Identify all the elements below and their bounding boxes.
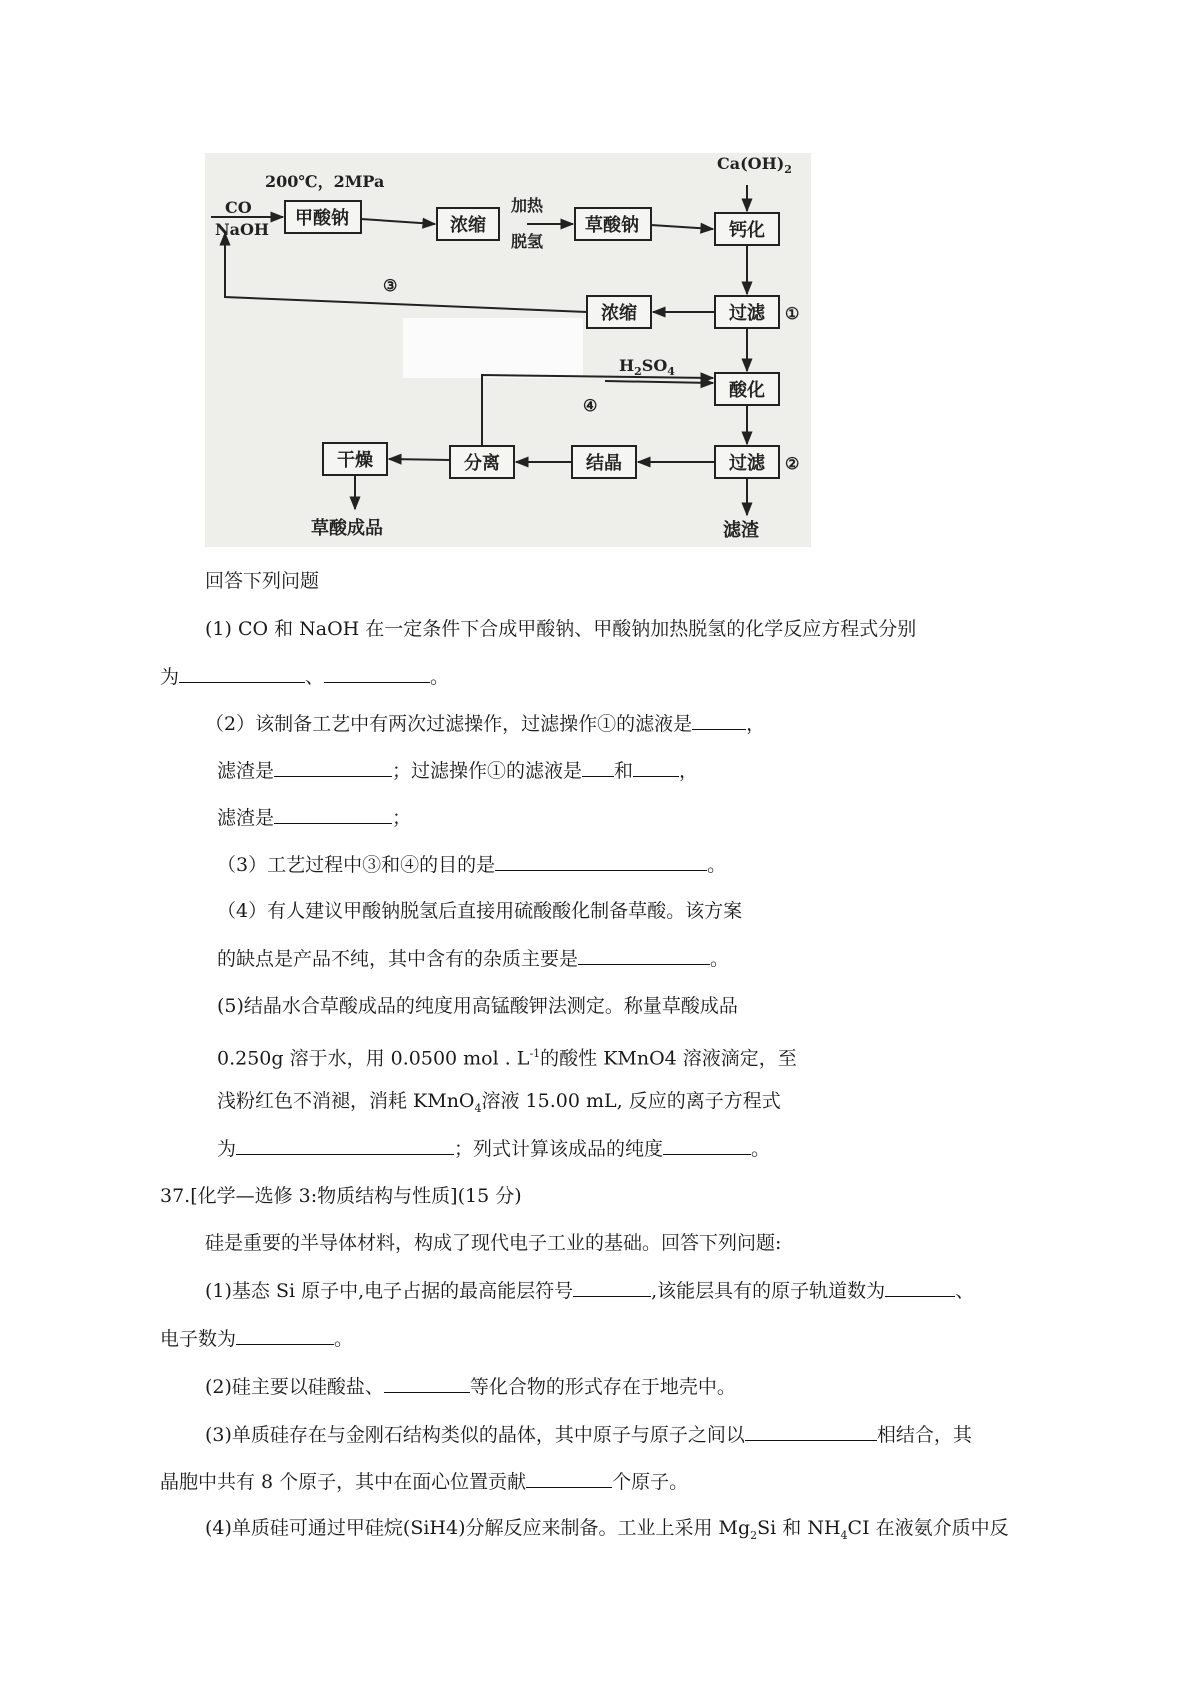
s37-q1-blank-3[interactable]	[236, 1324, 334, 1345]
s37-q3-line-2: 晶胞中共有 8 个原子，其中在面心位置贡献 个原子。	[160, 1467, 688, 1496]
s37-q1-blank-1[interactable]	[573, 1276, 651, 1297]
s37-q3-blank-1[interactable]	[745, 1420, 877, 1441]
box-sodium-formate: 甲酸钠	[295, 208, 349, 229]
q1-blank-1[interactable]	[179, 662, 305, 683]
box-calcification: 钙化	[729, 220, 765, 241]
q2-blank-5[interactable]	[274, 803, 392, 824]
q4-blank[interactable]	[578, 944, 710, 965]
process-flowchart	[205, 153, 811, 547]
q3-line: （3）工艺过程中③和④的目的是 。	[217, 850, 726, 879]
flowchart-svg	[205, 153, 811, 547]
q2-line-1: （2）该制备工艺中有两次过滤操作，过滤操作①的滤液是 ，	[205, 709, 765, 738]
s37-q4-line: (4)单质硅可通过甲硅烷(SiH4)分解反应来制备。工业上采用 $Mg_2Si$ 和 $NH_4CI$ 在液氨介质中反	[205, 1517, 1009, 1542]
box-crystallize: 结晶	[586, 453, 622, 474]
q5-line-3: 浅粉红色不消褪，消耗 KMnO$_4$溶液 15.00 mL, 反应的离子方程式	[217, 1090, 781, 1115]
q5-line-4: 为 ；列式计算该成品的纯度 。	[217, 1134, 770, 1163]
reagent-h2so4: $H_2SO_4$	[619, 356, 675, 378]
s37-q1-blank-2[interactable]	[885, 1276, 955, 1297]
marker-4: ④	[583, 396, 598, 415]
arrow-to-dry	[389, 459, 450, 460]
marker-1: ①	[785, 304, 800, 323]
box-separate: 分离	[464, 453, 500, 474]
q1-line-2: 为 、 。	[160, 662, 449, 691]
q1-blank-2[interactable]	[324, 662, 430, 683]
q5-line-1: (5)结晶水合草酸成品的纯度用高锰酸钾法测定。称量草酸成品	[217, 995, 738, 1017]
marker-2: ②	[785, 454, 800, 473]
product-residue: 滤渣	[723, 520, 759, 541]
box-dry: 干燥	[337, 450, 373, 471]
q1-line-1: (1) CO 和 NaOH 在一定条件下合成甲酸钠、甲酸钠加热脱氢的化学反应方程式分别	[205, 618, 917, 640]
box-sodium-oxalate: 草酸钠	[585, 215, 639, 236]
reagent-caoh2: $Ca(OH)_2$	[717, 154, 792, 176]
section-37-title: 37.[化学—选修 3:物质结构与性质](15 分)	[160, 1185, 522, 1207]
s37-q3-blank-2[interactable]	[526, 1467, 612, 1488]
product-oxalic: 草酸成品	[311, 518, 383, 539]
s37-q1-line-1: (1)基态 Si 原子中,电子占据的最高能层符号 ,该能层具有的原子轨道数为 、	[205, 1276, 974, 1305]
q2-blank-1[interactable]	[692, 709, 746, 730]
s37-q1-line-2: 电子数为 。	[160, 1324, 353, 1353]
reactant-co: CO	[225, 198, 252, 217]
s37-q2-line: (2)硅主要以硅酸盐、 等化合物的形式存在于地壳中。	[205, 1372, 736, 1401]
label-dehydrogenate: 脱氢	[511, 232, 544, 251]
q5-line-2: 0.250g 溶于水，用 0.0500 mol . $L^{-1}$的酸性 KMnO4 溶液滴定，至	[217, 1047, 797, 1070]
q2-line-2: 滤渣是 ；过滤操作①的滤液是 和 ，	[217, 756, 698, 785]
box-concentrate-1: 浓缩	[450, 215, 486, 236]
s37-q2-blank[interactable]	[384, 1372, 470, 1393]
q2-blank-4[interactable]	[633, 756, 679, 777]
q2-blank-2[interactable]	[274, 756, 392, 777]
marker-3: ③	[383, 276, 398, 295]
reactant-naoh: NaOH	[215, 220, 270, 239]
intro-line: 回答下列问题	[205, 570, 320, 592]
q5-blank-2[interactable]	[663, 1134, 751, 1155]
q5-blank-1[interactable]	[236, 1134, 454, 1155]
conditions-label: 200℃，2MPa	[265, 172, 385, 191]
box-filter-2: 过滤	[729, 453, 765, 474]
blur-patch	[403, 318, 583, 378]
q4-line-1: （4）有人建议甲酸钠脱氢后直接用硫酸酸化制备草酸。该方案	[217, 900, 743, 922]
s37-q3-line-1: (3)单质硅存在与金刚石结构类似的晶体，其中原子与原子之间以 相结合，其	[205, 1420, 972, 1449]
q4-line-2: 的缺点是产品不纯，其中含有的杂质主要是 。	[217, 944, 729, 973]
label-heat: 加热	[511, 196, 544, 215]
box-acidify: 酸化	[729, 380, 765, 401]
section-37-intro: 硅是重要的半导体材料，构成了现代电子工业的基础。回答下列问题:	[205, 1232, 782, 1254]
box-filter-1: 过滤	[729, 303, 765, 324]
box-concentrate-2: 浓缩	[601, 303, 637, 324]
q2-blank-3[interactable]	[582, 756, 614, 777]
q3-blank[interactable]	[495, 850, 707, 871]
q2-line-3: 滤渣是 ；	[217, 803, 411, 832]
